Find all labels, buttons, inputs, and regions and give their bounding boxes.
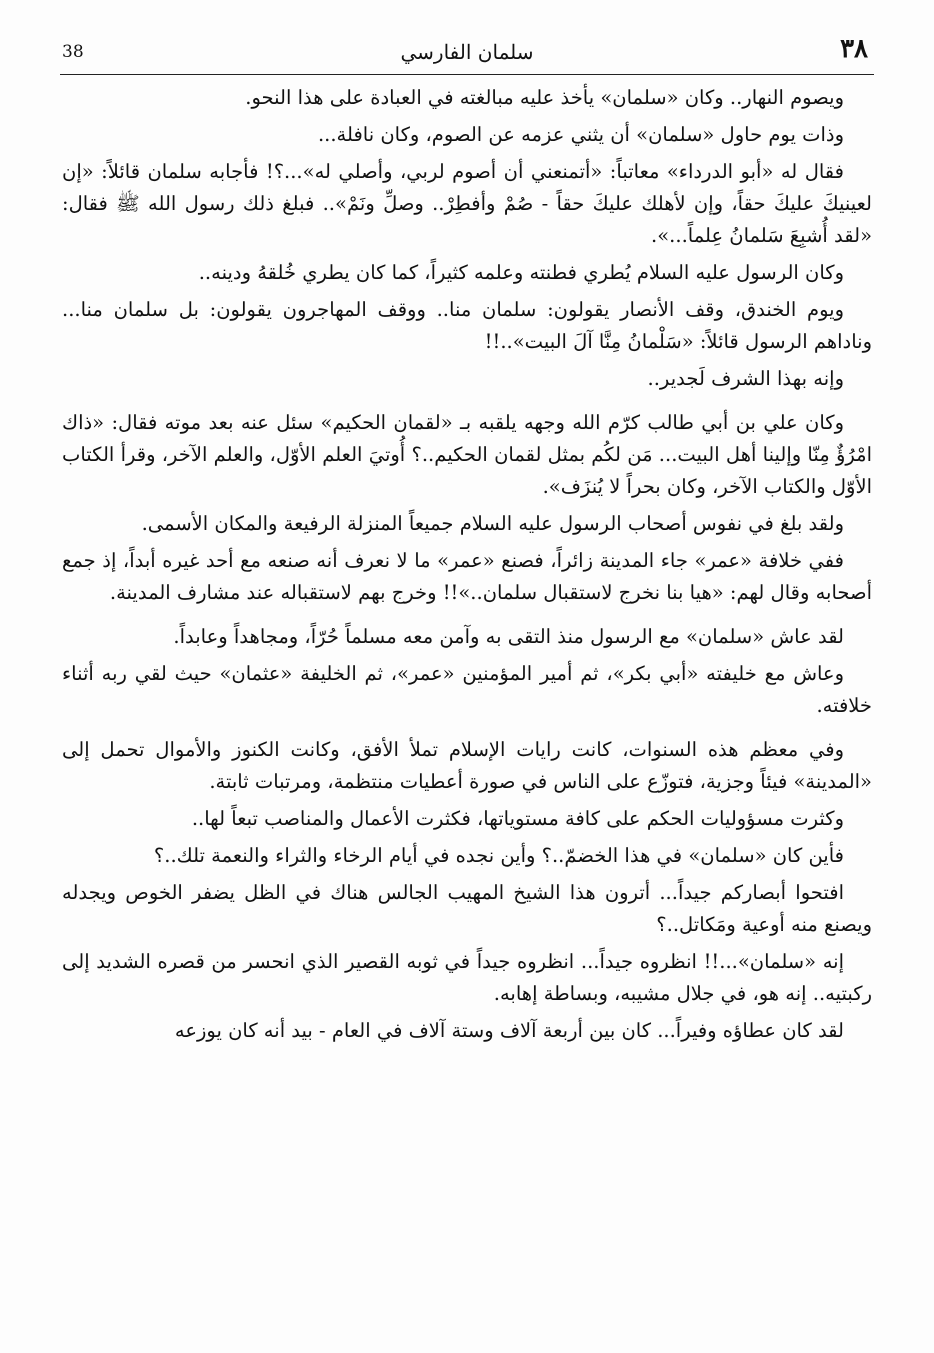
paragraph: ويصوم النهار.. وكان «سلمان» يأخذ عليه مبالغته في العبادة على هذا النحو. xyxy=(245,86,844,109)
paragraph: وكان علي بن أبي طالب كرّم الله وجهه يلقبه بـ «لقمان الحكيم» سئل عنه بعد موته فقال: «ذاك امْرُؤٌ مِنّا وإلينا أهل البيت... مَن لكُم بمثل لقمان الحكيم..؟ أُوتيَ العلم الأوّل، والعلم الآخر، وقرأ الكتاب الأوّل والكتاب الآخر، وكان بحراً لا يُنزَف». xyxy=(62,411,872,498)
page-header xyxy=(60,28,874,76)
paragraph: إنه «سلمان»...!! انظروه جيداً... انظروه جيداً في ثوبه القصير الذي انحسر من قصره الشديد إلى ركبتيه.. إنه هو، في جلال مشيبه، وبساطة إهابه. xyxy=(62,950,872,1005)
paragraph: وذات يوم حاول «سلمان» أن يثني عزمه عن الصوم، وكان نافلة... xyxy=(317,123,844,146)
paragraph: لقد كان عطاؤه وفيراً... كان بين أربعة آلاف وستة آلاف في العام - بيد أنه كان يوزعه xyxy=(174,1019,844,1042)
running-title: سلمان الفارسي xyxy=(400,40,534,64)
body-text xyxy=(62,82,872,1052)
paragraph: وعاش مع خليفته «أبي بكر»، ثم أمير المؤمنين «عمر»، ثم الخليفة «عثمان» حيث لقي ربه أثناء خلافته. xyxy=(62,662,872,717)
page-number-arabic: ٣٨ xyxy=(840,34,868,64)
header-divider xyxy=(60,74,874,75)
page-number-latin: 38 xyxy=(62,42,84,62)
paragraph: وفي معظم هذه السنوات، كانت رايات الإسلام تملأ الأفق، وكانت الكنوز والأموال تحمل إلى «المدينة» فيئاً وجزية، فتوزّع على الناس في صورة أعطيات منتظمة، ومرتبات ثابتة. xyxy=(62,738,872,793)
paragraph: وكان الرسول عليه السلام يُطري فطنته وعلمه كثيراً، كما كان يطري خُلقهُ ودينه.. xyxy=(198,261,844,284)
paragraph: فقال له «أبو الدرداء» معاتباً: «أتمنعني أن أصوم لربي، وأصلي له»...؟! فأجابه سلمان قائلاً: «إن لعينيكَ عليكَ حقاً، وإن لأهلك عليكَ حقاً - صُمْ وأفطِرْ.. وصلِّ ونَمْ».. فبلغ ذلك رسول الله ﷺ فقال: «لقد أُشبِعَ سَلمانُ عِلماً...». xyxy=(62,160,872,247)
paragraph: افتحوا أبصاركم جيداً... أترون هذا الشيخ المهيب الجالس هناك في الظل يضفر الخوص ويجدله ويصنع منه أوعية ومَكاتل..؟ xyxy=(62,881,872,936)
paragraph: لقد عاش «سلمان» مع الرسول منذ التقى به وآمن معه مسلماً حُرّاً، ومجاهداً وعابداً. xyxy=(173,625,844,648)
paragraph: وإنه بهذا الشرف لَجدير.. xyxy=(647,367,844,390)
paragraph: ولقد بلغ في نفوس أصحاب الرسول عليه السلام جميعاً المنزلة الرفيعة والمكان الأسمى. xyxy=(141,512,844,535)
paragraph: وكثرت مسؤوليات الحكم على كافة مستوياتها، فكثرت الأعمال والمناصب تبعاً لها.. xyxy=(191,807,844,830)
paragraph: ويوم الخندق، وقف الأنصار يقولون: سلمان منا.. ووقف المهاجرون يقولون: بل سلمان منا... وناداهم الرسول قائلاً: «سَلْمانُ مِنَّا آلَ البيت»..!! xyxy=(62,298,872,353)
paragraph: فأين كان «سلمان» في هذا الخضمّ..؟ وأين نجده في أيام الرخاء والثراء والنعمة تلك..؟ xyxy=(153,844,844,867)
paragraph: ففي خلافة «عمر» جاء المدينة زائراً، فصنع «عمر» ما لا نعرف أنه صنعه مع أحد غيره أبداً، إذ جمع أصحابه وقال لهم: «هيا بنا نخرج لاستقبال سلمان..»!! وخرج بهم لاستقباله عند مشارف المدينة. xyxy=(62,549,872,604)
